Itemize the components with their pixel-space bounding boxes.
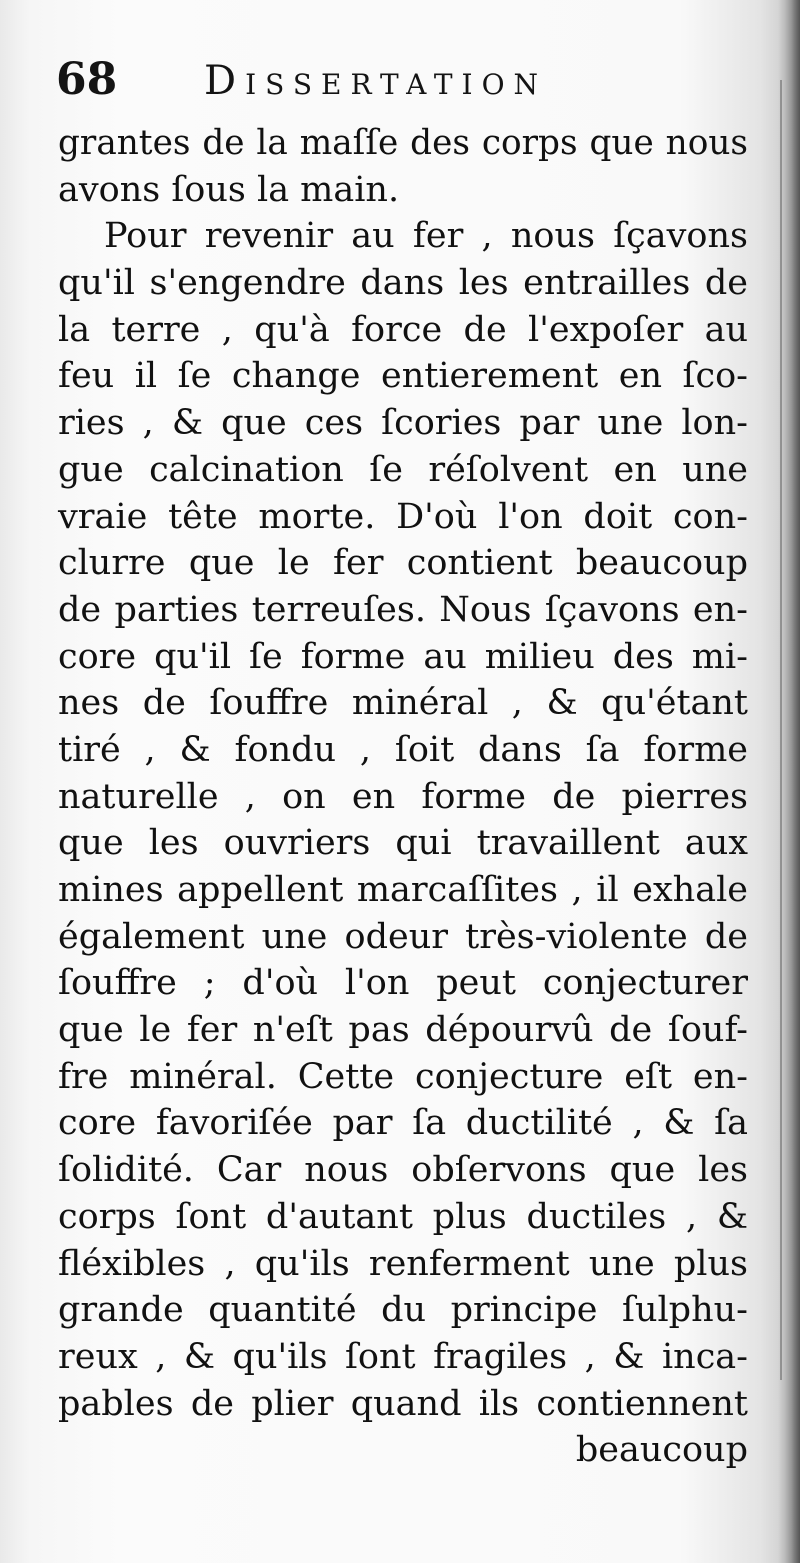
text-line: tiré , & fondu , ſoit dans ſa forme [58,729,748,770]
text-line: feu il ſe change entierement en ſco- [58,356,748,397]
text-line: également une odeur très-violente de [58,916,748,957]
text-line: que les ouvriers qui travaillent aux [58,823,748,864]
text-line: nes de ſouffre minéral , & qu'étant [58,683,748,724]
catchword: beaucoup [575,1430,748,1471]
text-line: grantes de la maſſe des corps que nous [58,123,748,163]
text-line: gue calcination ſe réſolvent en une [58,449,748,490]
text-line: grande quantité du principe ſulphu- [58,1290,748,1331]
text-line: qu'il s'engendre dans les entrailles de [58,263,748,304]
body-text [58,120,748,1474]
text-line: core favoriſée par ſa ductilité , & ſa [58,1103,748,1144]
text-line: avons ſous la main. [58,169,400,210]
text-line: la terre , qu'à force de l'expoſer au [58,309,748,350]
page-header [56,48,756,120]
text-line: reux , & qu'ils ſont fragiles , & inca- [58,1336,748,1377]
spine-edge [780,80,782,1380]
text-line: corps ſont d'autant plus ductiles , & [58,1196,748,1237]
text-line: de parties terreuſes. Nous ſçavons en- [58,589,748,630]
text-line: fre minéral. Cette conjecture eſt en- [58,1056,748,1097]
text-line: ſouffre ; d'où l'on peut conjecturer [58,963,748,1004]
text-line: ries , & que ces ſcories par une lon- [58,403,748,444]
page-number: 68 [56,54,118,105]
text-line: clurre que le fer contient beaucoup [58,543,748,584]
running-title: Dissertation [204,58,548,104]
text-line: fléxibles , qu'ils renferment une plus [58,1243,748,1284]
text-line: vraie tête morte. D'où l'on doit con- [58,496,748,537]
text-line: ſolidité. Car nous obſervons que les [58,1150,748,1191]
text-line: Pour revenir au fer , nous ſçavons [104,216,748,257]
text-line: mines appellent marcaſſites , il exhale [58,870,748,910]
text-line: que le fer n'eſt pas dépourvû de ſouf- [58,1010,748,1051]
text-line: core qu'il ſe forme au milieu des mi- [58,636,748,677]
text-line: pables de plier quand ils contiennent [58,1383,748,1424]
text-line: naturelle , on en forme de pierres [58,776,748,817]
